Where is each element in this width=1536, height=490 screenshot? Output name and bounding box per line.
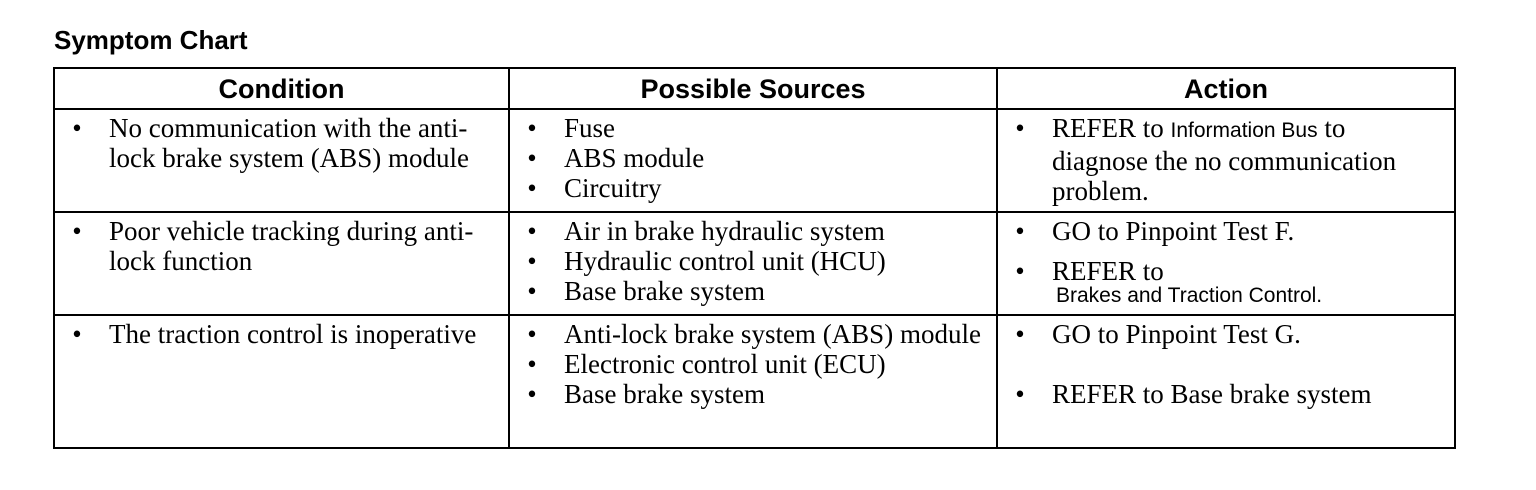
action-refer-prefix: REFER to	[1052, 256, 1164, 286]
sources-cell	[509, 109, 997, 212]
table-row	[54, 212, 1455, 315]
action-cell	[997, 315, 1455, 448]
bullet-icon: •	[72, 319, 82, 349]
action-goto-link[interactable]: GO to Pinpoint Test F.	[1052, 216, 1295, 246]
source-text: Hydraulic control unit (HCU)	[564, 246, 886, 276]
bullet-icon: •	[527, 143, 537, 173]
header-action: Action	[997, 68, 1455, 109]
bullet-icon: •	[72, 216, 82, 246]
list-item	[510, 276, 996, 306]
action-refer-suffix: to diagnose the no communication problem.	[1052, 113, 1397, 206]
table-row	[54, 315, 1455, 448]
list-item	[998, 256, 1454, 306]
condition-cell	[54, 212, 509, 315]
symptom-chart-table	[53, 67, 1456, 449]
list-item	[55, 319, 508, 349]
list-item	[55, 216, 508, 276]
condition-text: The traction control is inoperative	[109, 319, 477, 349]
bullet-icon: •	[527, 349, 537, 379]
header-condition: Condition	[54, 68, 509, 109]
list-item	[998, 113, 1454, 206]
list-item	[998, 319, 1454, 349]
bullet-icon: •	[527, 319, 537, 349]
source-text: Anti-lock brake system (ABS) module	[564, 319, 981, 349]
list-item	[510, 379, 996, 409]
condition-cell	[54, 315, 509, 448]
sources-cell	[509, 212, 997, 315]
bullet-icon: •	[1015, 379, 1025, 409]
list-item	[55, 113, 508, 173]
source-text: Base brake system	[564, 276, 765, 306]
header-possible-sources: Possible Sources	[509, 68, 997, 109]
list-item	[510, 113, 996, 143]
list-item	[998, 379, 1454, 409]
bullet-icon: •	[527, 246, 537, 276]
sources-cell	[509, 315, 997, 448]
condition-text: Poor vehicle tracking during anti-lock function	[109, 216, 474, 276]
action-refer-link[interactable]: REFER to Base brake system	[1052, 379, 1372, 409]
list-item	[510, 143, 996, 173]
source-text: Electronic control unit (ECU)	[564, 349, 886, 379]
bullet-icon: •	[527, 216, 537, 246]
brakes-traction-control-link[interactable]: Brakes and Traction Control.	[1056, 284, 1323, 307]
bullet-icon: •	[72, 113, 82, 143]
bullet-icon: •	[1015, 319, 1025, 349]
bullet-icon: •	[1015, 216, 1025, 246]
list-item	[998, 216, 1454, 246]
bullet-icon: •	[527, 276, 537, 306]
action-cell	[997, 212, 1455, 315]
action-refer-prefix: REFER to	[1052, 113, 1164, 143]
list-item	[510, 319, 996, 349]
list-item	[510, 349, 996, 379]
source-text: Fuse	[564, 113, 616, 143]
bullet-icon: •	[1015, 256, 1025, 286]
source-text: Base brake system	[564, 379, 765, 409]
list-item	[510, 246, 996, 276]
bullet-icon: •	[527, 379, 537, 409]
bullet-icon: •	[527, 173, 537, 203]
table-header-row	[54, 68, 1455, 109]
action-cell	[997, 109, 1455, 212]
source-text: ABS module	[564, 143, 705, 173]
action-goto-link[interactable]: GO to Pinpoint Test G.	[1052, 319, 1301, 349]
page-title: Symptom Chart	[54, 25, 248, 55]
table-row	[54, 109, 1455, 212]
list-item	[510, 173, 996, 203]
condition-cell	[54, 109, 509, 212]
bullet-icon: •	[1015, 113, 1025, 143]
information-bus-link[interactable]: Information Bus	[1170, 119, 1318, 142]
list-item	[510, 216, 996, 246]
bullet-icon: •	[527, 113, 537, 143]
condition-text: No communication with the anti-lock brake system (ABS) module	[109, 113, 469, 173]
source-text: Air in brake hydraulic system	[564, 216, 885, 246]
source-text: Circuitry	[564, 173, 662, 203]
